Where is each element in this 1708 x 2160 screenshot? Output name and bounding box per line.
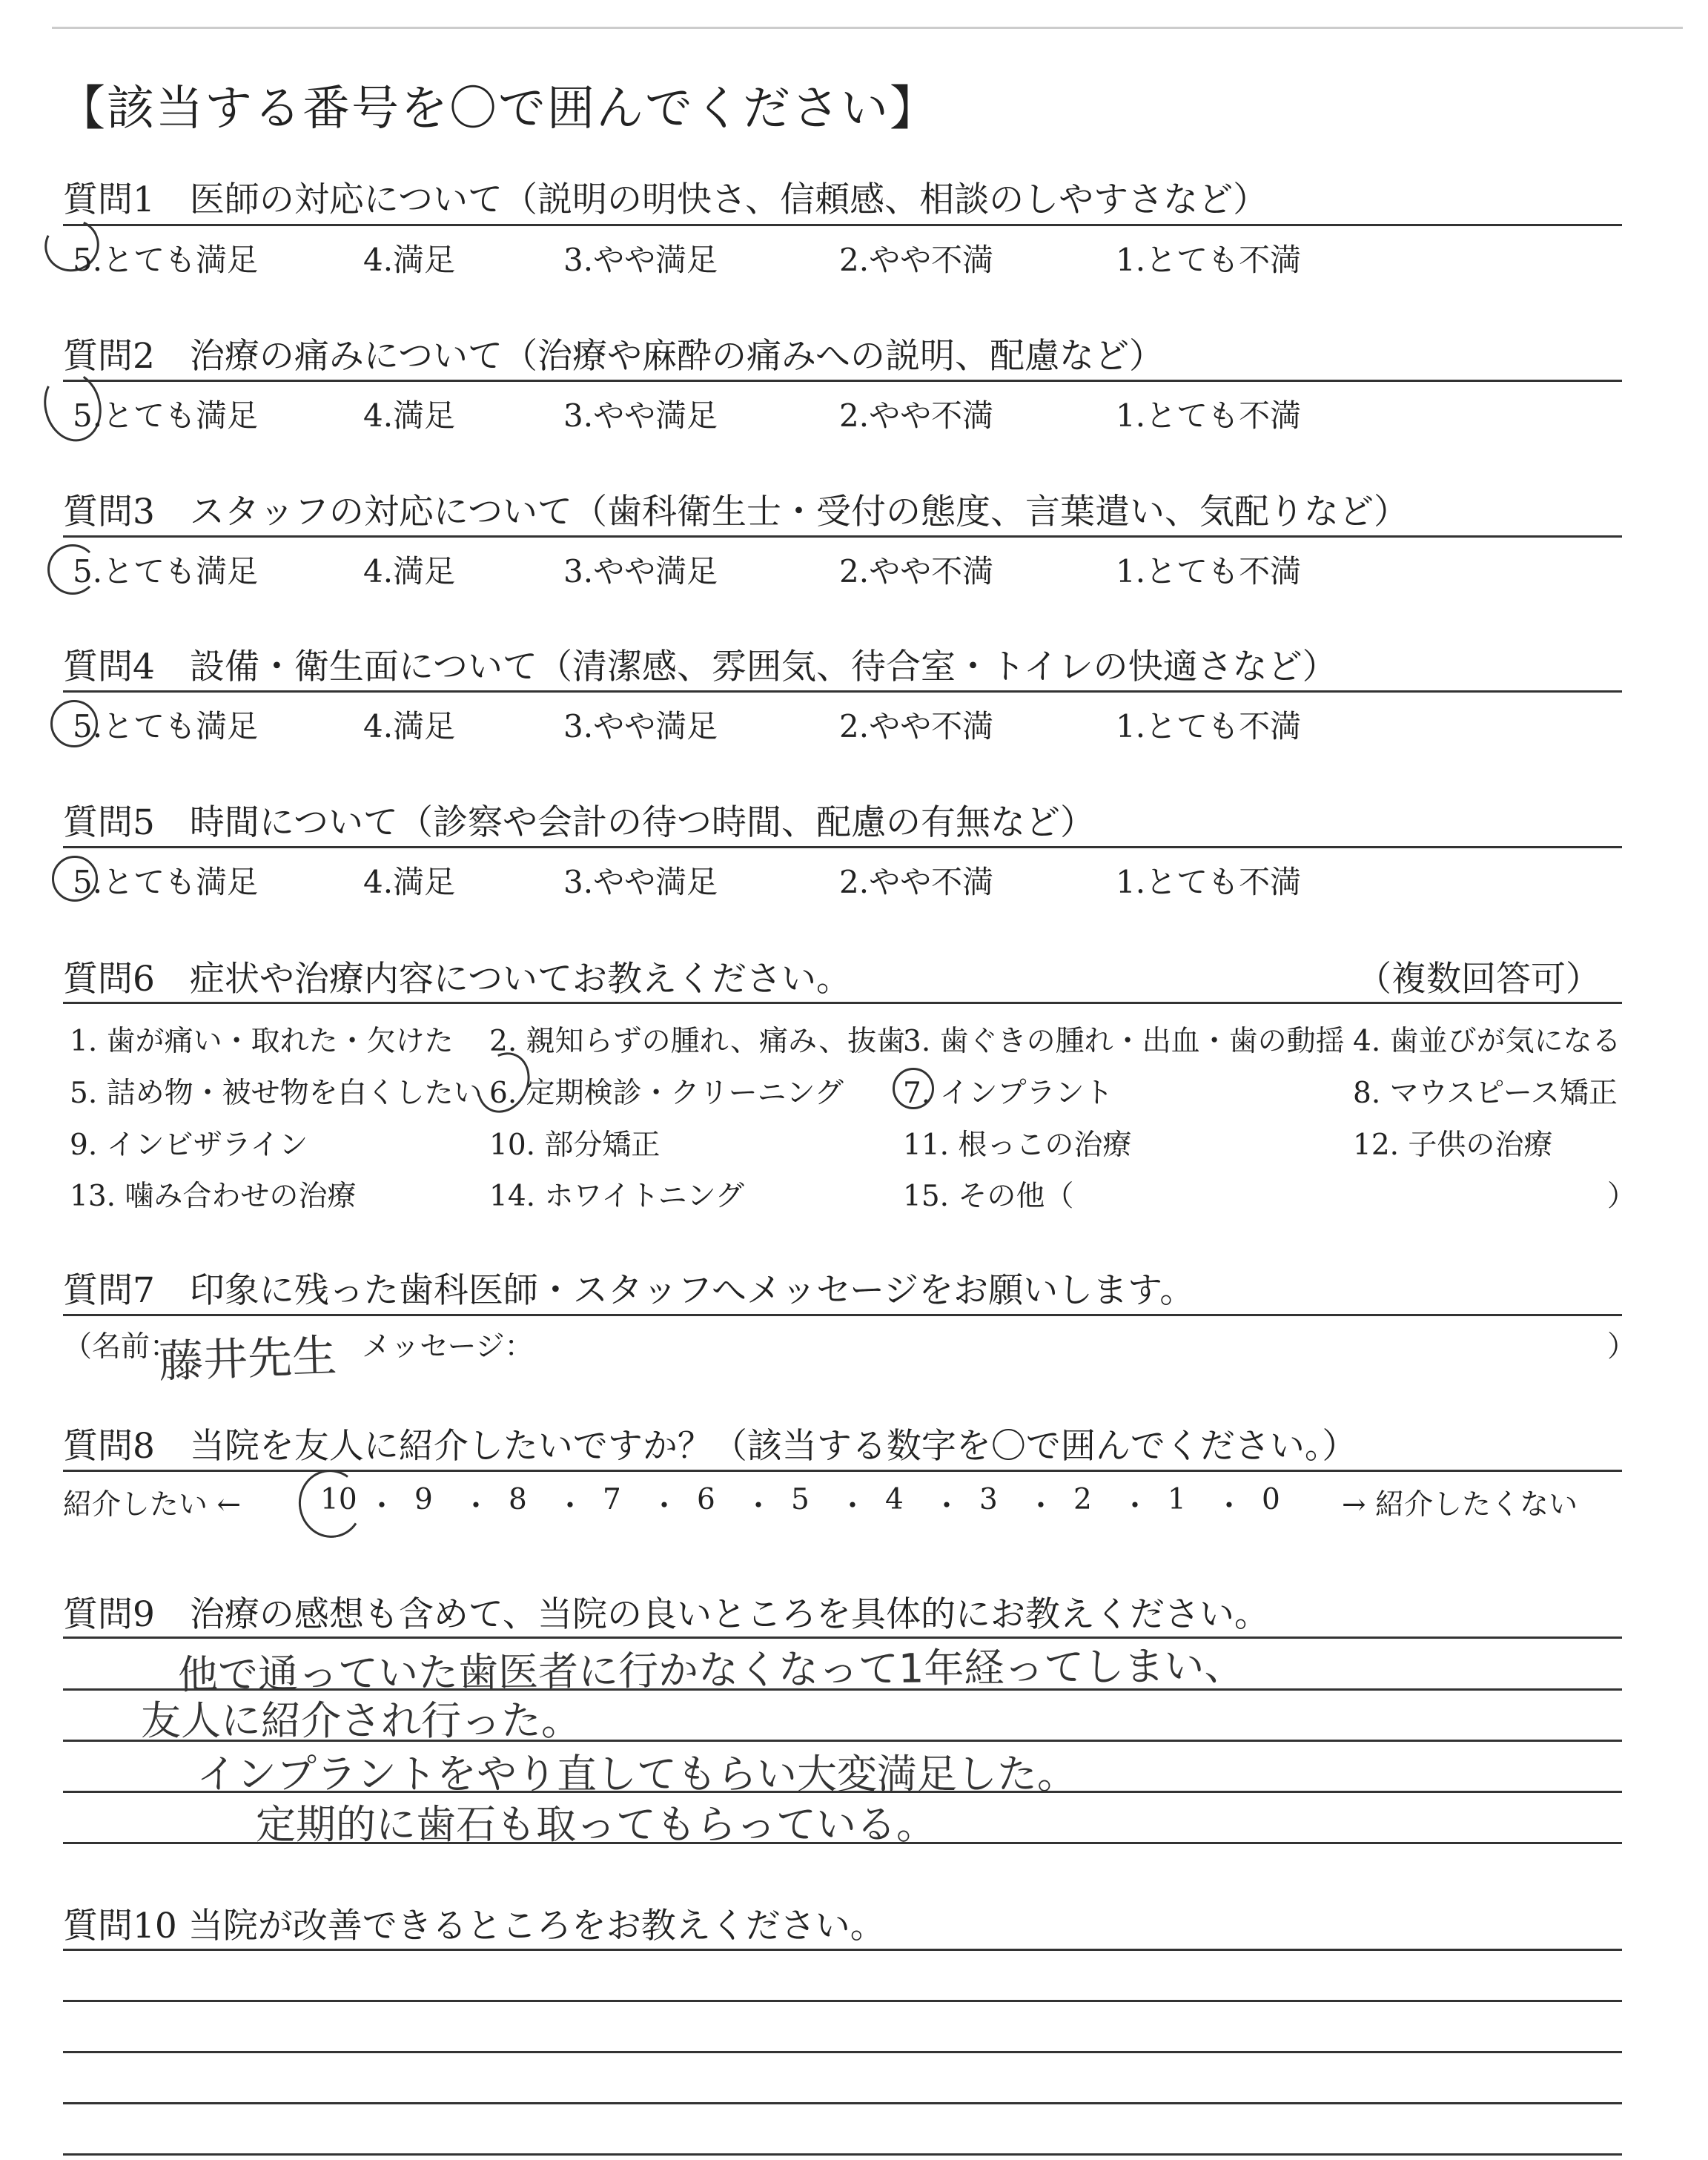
q5-rule: [63, 846, 1622, 848]
q9-answer-line-4: 定期的に歯石も取ってもらっている。: [256, 1801, 936, 1848]
q6-rule: [63, 1002, 1622, 1004]
q5-title: 質問5 時間について（診察や会計の待つ時間、配慮の有無など）: [63, 802, 1095, 843]
q6-option-4[interactable]: 4. 歯並びが気になる: [1353, 1025, 1621, 1058]
q7-title: 質問7 印象に残った歯科医師・スタッフへメッセージをお願いします。: [63, 1270, 1195, 1311]
q8-title: 質問8 当院を友人に紹介したいですか？（該当する数字を〇で囲んでください。）: [63, 1426, 1357, 1467]
q1-title: 質問1 医師の対応について（説明の明快さ、信頼感、相談のしやすさなど）: [63, 179, 1268, 220]
q1-rule: [63, 224, 1622, 226]
q2-rule: [63, 380, 1622, 382]
q2-rating-3[interactable]: 3.やや満足: [563, 397, 718, 434]
q3-rating-3[interactable]: 3.やや満足: [563, 553, 718, 589]
q2-rating-1[interactable]: 1.とても不満: [1116, 397, 1302, 434]
q8-scale-value-1[interactable]: 1: [1168, 1483, 1186, 1516]
q1-rating-5[interactable]: 5.とても満足: [73, 242, 259, 278]
q6-selection-circle-7: [893, 1068, 934, 1109]
q8-scale-separator: ・: [838, 1490, 867, 1523]
q8-scale-value-5[interactable]: 5: [791, 1483, 810, 1516]
q8-scale-value-10[interactable]: 10: [320, 1483, 357, 1516]
q8-scale-separator: ・: [461, 1490, 491, 1523]
q7-name-handwritten: 藤井先生: [158, 1330, 338, 1389]
q5-rating-1[interactable]: 1.とても不満: [1116, 864, 1302, 900]
q9-title: 質問9 治療の感想も含めて、当院の良いところを具体的にお教えください。: [63, 1594, 1269, 1635]
q8-selection-circle: [294, 1464, 368, 1543]
q1-rating-1[interactable]: 1.とても不満: [1116, 242, 1302, 278]
q4-rating-4[interactable]: 4.満足: [363, 708, 456, 744]
q3-rule: [63, 535, 1622, 538]
q7-rule: [63, 1314, 1622, 1316]
q6-option-12[interactable]: 12. 子供の治療: [1353, 1129, 1553, 1162]
q4-rating-1[interactable]: 1.とても不満: [1116, 708, 1302, 744]
q2-rating-2[interactable]: 2.やや不満: [839, 397, 994, 434]
q8-right-label: → 紹介したくない: [1342, 1488, 1578, 1522]
q3-rating-5[interactable]: 5.とても満足: [73, 553, 259, 589]
q7-message-label: メッセージ：: [362, 1330, 534, 1364]
q6-option-11[interactable]: 11. 根っこの治療: [903, 1129, 1132, 1162]
q8-scale-separator: ・: [555, 1490, 585, 1523]
q8-scale-value-0[interactable]: 0: [1262, 1483, 1280, 1516]
q9-answer-line-2: 友人に紹介され行った。: [141, 1697, 581, 1744]
q8-scale-value-4[interactable]: 4: [885, 1483, 904, 1516]
q8-scale-value-6[interactable]: 6: [697, 1483, 715, 1516]
q10-rule-4: [63, 2102, 1622, 2104]
q8-scale-value-3[interactable]: 3: [979, 1483, 998, 1516]
q8-scale-value-8[interactable]: 8: [509, 1483, 527, 1516]
q4-rating-3[interactable]: 3.やや満足: [563, 708, 718, 744]
q7-name-label: （名前：: [63, 1330, 179, 1364]
q2-rating-4[interactable]: 4.満足: [363, 397, 456, 434]
q1-rating-2[interactable]: 2.やや不満: [839, 242, 994, 278]
q6-option-14[interactable]: 14. ホワイトニング: [489, 1180, 744, 1213]
q10-title: 質問10 当院が改善できるところをお教えください。: [63, 1906, 885, 1946]
q6-option-15[interactable]: 15. その他（: [903, 1180, 1074, 1213]
q9-answer-line-3: インプラントをやり直してもらい大変満足した。: [196, 1751, 1077, 1797]
q2-title: 質問2 治療の痛みについて（治療や麻酔の痛みへの説明、配慮など）: [63, 336, 1165, 377]
q10-rule-2: [63, 2000, 1622, 2002]
q9-answer-line-1: 他で通っていた歯医者に行かなくなって1年経ってしまい、: [177, 1642, 1245, 1699]
q6-option-1[interactable]: 1. 歯が痛い・取れた・欠けた: [70, 1025, 454, 1058]
q8-scale-separator: ・: [649, 1490, 679, 1523]
q3-title: 質問3 スタッフの対応について（歯科衛生士・受付の態度、言葉遣い、気配りなど）: [63, 492, 1409, 532]
q8-scale-separator: ・: [1026, 1490, 1056, 1523]
q6-multi-note: （複数回答可）: [1357, 959, 1601, 1000]
instruction-header: 【該当する番号を〇で囲んでください】: [58, 82, 939, 136]
q6-option-13[interactable]: 13. 噛み合わせの治療: [70, 1180, 357, 1213]
q8-scale-separator: ・: [1214, 1490, 1244, 1523]
q1-rating-4[interactable]: 4.満足: [363, 242, 456, 278]
scan-edge: [52, 27, 1683, 29]
q4-rating-5[interactable]: 5.とても満足: [73, 708, 259, 744]
q8-left-label: 紹介したい ←: [63, 1488, 242, 1522]
q6-option-15-close: ）: [1607, 1180, 1637, 1213]
q3-rating-2[interactable]: 2.やや不満: [839, 553, 994, 589]
q2-rating-5[interactable]: 5.とても満足: [73, 397, 259, 434]
q10-rule-3: [63, 2051, 1622, 2053]
q8-scale-separator: ・: [367, 1490, 397, 1523]
q6-option-8[interactable]: 8. マウスピース矯正: [1353, 1077, 1618, 1110]
q8-scale-value-9[interactable]: 9: [414, 1483, 433, 1516]
q8-scale-separator: ・: [932, 1490, 961, 1523]
q6-option-5[interactable]: 5. 詰め物・被せ物を白くしたい: [70, 1077, 483, 1110]
q6-option-6[interactable]: 6. 定期検診・クリーニング: [489, 1077, 844, 1110]
q6-option-3[interactable]: 3. 歯ぐきの腫れ・出血・歯の動揺: [903, 1025, 1345, 1058]
q6-option-2[interactable]: 2. 親知らずの腫れ、痛み、抜歯: [489, 1025, 906, 1058]
q7-close-paren: ）: [1607, 1330, 1637, 1364]
q3-rating-1[interactable]: 1.とても不満: [1116, 553, 1302, 589]
q1-rating-3[interactable]: 3.やや満足: [563, 242, 718, 278]
q5-rating-2[interactable]: 2.やや不満: [839, 864, 994, 900]
q8-scale-separator: ・: [1120, 1490, 1150, 1523]
q10-rule-1: [63, 1949, 1622, 1951]
q8-rule: [63, 1470, 1622, 1472]
q4-rule: [63, 690, 1622, 693]
q6-option-9[interactable]: 9. インビザライン: [70, 1129, 308, 1162]
q5-rating-3[interactable]: 3.やや満足: [563, 864, 718, 900]
q6-option-7[interactable]: 7. インプラント: [903, 1077, 1113, 1110]
q6-option-10[interactable]: 10. 部分矯正: [489, 1129, 661, 1162]
q3-rating-4[interactable]: 4.満足: [363, 553, 456, 589]
q5-rating-4[interactable]: 4.満足: [363, 864, 456, 900]
q10-rule-5: [63, 2153, 1622, 2156]
q4-rating-2[interactable]: 2.やや不満: [839, 708, 994, 744]
q8-scale-separator: ・: [744, 1490, 773, 1523]
q6-title: 質問6 症状や治療内容についてお教えください。: [63, 959, 851, 1000]
q8-scale-value-2[interactable]: 2: [1073, 1483, 1092, 1516]
q4-title: 質問4 設備・衛生面について（清潔感、雰囲気、待合室・トイレの快適さなど）: [63, 647, 1337, 687]
q8-scale-value-7[interactable]: 7: [603, 1483, 621, 1516]
q5-rating-5[interactable]: 5.とても満足: [73, 864, 259, 900]
